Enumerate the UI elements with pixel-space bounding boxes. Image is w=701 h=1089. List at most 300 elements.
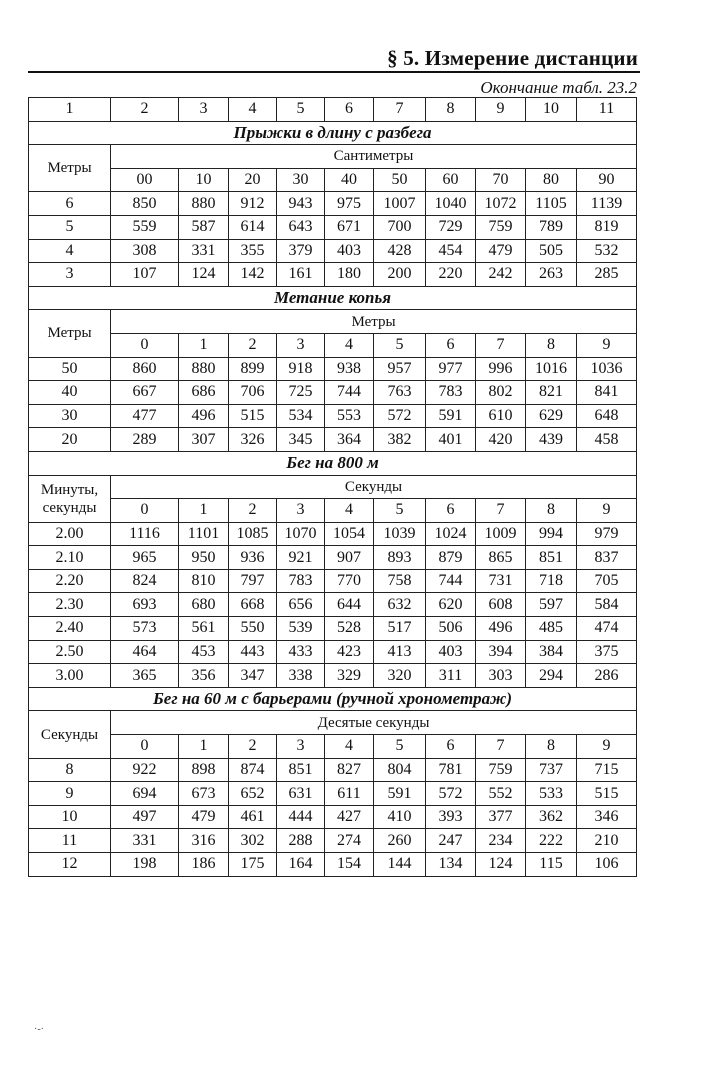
table-cell: 802 xyxy=(476,381,526,405)
table-cell: 439 xyxy=(526,428,577,452)
table-cell: 725 xyxy=(277,381,325,405)
table-cell: 979 xyxy=(577,522,637,546)
table-row xyxy=(29,593,637,617)
column-header: 60 xyxy=(426,168,476,192)
unit-row xyxy=(29,475,637,499)
table-cell: 161 xyxy=(277,263,325,287)
column-header: 40 xyxy=(325,168,374,192)
column-header: 6 xyxy=(426,333,476,357)
table-cell: 302 xyxy=(229,829,277,853)
table-cell: 667 xyxy=(111,381,179,405)
section-title: Прыжки в длину с разбега xyxy=(29,121,637,145)
row-label: 6 xyxy=(29,192,111,216)
table-cell: 329 xyxy=(325,664,374,688)
table-cell: 532 xyxy=(577,239,637,263)
table-cell: 505 xyxy=(526,239,577,263)
row-label: 2.40 xyxy=(29,617,111,641)
table-cell: 561 xyxy=(179,617,229,641)
column-number: 5 xyxy=(277,98,325,122)
table-cell: 420 xyxy=(476,428,526,452)
table-cell: 345 xyxy=(277,428,325,452)
column-number: 7 xyxy=(374,98,426,122)
table-cell: 804 xyxy=(374,758,426,782)
table-cell: 496 xyxy=(476,617,526,641)
table-cell: 744 xyxy=(426,569,476,593)
table-cell: 517 xyxy=(374,617,426,641)
table-row xyxy=(29,640,637,664)
table-cell: 1009 xyxy=(476,522,526,546)
table-cell: 715 xyxy=(577,758,637,782)
table-cell: 922 xyxy=(111,758,179,782)
column-header: 2 xyxy=(229,735,277,759)
table-cell: 260 xyxy=(374,829,426,853)
column-header: 0 xyxy=(111,499,179,523)
table-cell: 534 xyxy=(277,404,325,428)
column-header: 0 xyxy=(111,735,179,759)
row-label: 30 xyxy=(29,404,111,428)
column-header: 0 xyxy=(111,333,179,357)
section-title: Метание копья xyxy=(29,286,637,310)
table-cell: 770 xyxy=(325,569,374,593)
table-cell: 379 xyxy=(277,239,325,263)
table-cell: 912 xyxy=(229,192,277,216)
table-cell: 918 xyxy=(277,357,325,381)
table-cell: 611 xyxy=(325,782,374,806)
table-cell: 996 xyxy=(476,357,526,381)
row-label: 2.30 xyxy=(29,593,111,617)
column-header: 8 xyxy=(526,735,577,759)
table-cell: 1016 xyxy=(526,357,577,381)
row-label-header: Метры xyxy=(29,310,111,357)
column-header: 5 xyxy=(374,333,426,357)
section-title-row xyxy=(29,451,637,475)
table-cell: 759 xyxy=(476,758,526,782)
table-cell: 331 xyxy=(111,829,179,853)
table-cell: 528 xyxy=(325,617,374,641)
table-cell: 1085 xyxy=(229,522,277,546)
table-row xyxy=(29,546,637,570)
table-cell: 874 xyxy=(229,758,277,782)
column-header: 1 xyxy=(179,735,229,759)
table-cell: 175 xyxy=(229,853,277,877)
table-cell: 234 xyxy=(476,829,526,853)
column-header: 20 xyxy=(229,168,277,192)
table-cell: 144 xyxy=(374,853,426,877)
column-number: 3 xyxy=(179,98,229,122)
row-label: 10 xyxy=(29,805,111,829)
table-row xyxy=(29,805,637,829)
unit-label: Секунды xyxy=(111,475,637,499)
table-row xyxy=(29,239,637,263)
table-cell: 346 xyxy=(577,805,637,829)
table-cell: 553 xyxy=(325,404,374,428)
table-cell: 737 xyxy=(526,758,577,782)
column-number: 9 xyxy=(476,98,526,122)
table-row xyxy=(29,782,637,806)
column-number: 11 xyxy=(577,98,637,122)
table-cell: 860 xyxy=(111,357,179,381)
column-header: 80 xyxy=(526,168,577,192)
table-cell: 1070 xyxy=(277,522,325,546)
table-cell: 316 xyxy=(179,829,229,853)
column-header: 50 xyxy=(374,168,426,192)
column-number-row xyxy=(29,98,637,122)
table-cell: 308 xyxy=(111,239,179,263)
row-label-header: Метры xyxy=(29,145,111,192)
table-cell: 644 xyxy=(325,593,374,617)
table-cell: 631 xyxy=(277,782,325,806)
table-cell: 652 xyxy=(229,782,277,806)
table-cell: 965 xyxy=(111,546,179,570)
column-header: 1 xyxy=(179,499,229,523)
table-row xyxy=(29,829,637,853)
table-cell: 198 xyxy=(111,853,179,877)
unit-row xyxy=(29,711,637,735)
row-label: 3 xyxy=(29,263,111,287)
table-cell: 851 xyxy=(277,758,325,782)
table-cell: 957 xyxy=(374,357,426,381)
table-cell: 433 xyxy=(277,640,325,664)
table-cell: 705 xyxy=(577,569,637,593)
table-cell: 515 xyxy=(577,782,637,806)
table-cell: 880 xyxy=(179,192,229,216)
table-cell: 668 xyxy=(229,593,277,617)
row-label: 12 xyxy=(29,853,111,877)
table-row xyxy=(29,404,637,428)
table-cell: 355 xyxy=(229,239,277,263)
column-header-row xyxy=(29,735,637,759)
table-cell: 673 xyxy=(179,782,229,806)
section-title-row xyxy=(29,121,637,145)
section-title-row xyxy=(29,286,637,310)
table-cell: 286 xyxy=(577,664,637,688)
row-label: 50 xyxy=(29,357,111,381)
table-cell: 686 xyxy=(179,381,229,405)
column-number: 6 xyxy=(325,98,374,122)
column-header: 8 xyxy=(526,333,577,357)
table-cell: 718 xyxy=(526,569,577,593)
column-header: 9 xyxy=(577,499,637,523)
column-header: 30 xyxy=(277,168,325,192)
table-cell: 423 xyxy=(325,640,374,664)
table-cell: 474 xyxy=(577,617,637,641)
table-cell: 443 xyxy=(229,640,277,664)
table-cell: 591 xyxy=(374,782,426,806)
column-header: 6 xyxy=(426,735,476,759)
column-number: 8 xyxy=(426,98,476,122)
table-cell: 401 xyxy=(426,428,476,452)
table-cell: 587 xyxy=(179,215,229,239)
table-cell: 729 xyxy=(426,215,476,239)
table-cell: 485 xyxy=(526,617,577,641)
table-cell: 186 xyxy=(179,853,229,877)
row-label-header: Секунды xyxy=(29,711,111,758)
table-row xyxy=(29,215,637,239)
table-cell: 1105 xyxy=(526,192,577,216)
table-cell: 763 xyxy=(374,381,426,405)
column-header: 7 xyxy=(476,499,526,523)
table-cell: 320 xyxy=(374,664,426,688)
section-title: Бег на 60 м с барьерами (ручной хронометраж) xyxy=(29,687,637,711)
scoring-table xyxy=(28,97,637,877)
running-header xyxy=(28,44,640,72)
table-cell: 1139 xyxy=(577,192,637,216)
table-cell: 731 xyxy=(476,569,526,593)
table-row xyxy=(29,853,637,877)
row-label: 2.00 xyxy=(29,522,111,546)
table-cell: 819 xyxy=(577,215,637,239)
table-cell: 648 xyxy=(577,404,637,428)
table-cell: 362 xyxy=(526,805,577,829)
table-cell: 597 xyxy=(526,593,577,617)
table-cell: 706 xyxy=(229,381,277,405)
table-cell: 384 xyxy=(526,640,577,664)
column-header-row xyxy=(29,168,637,192)
table-row xyxy=(29,522,637,546)
table-cell: 242 xyxy=(476,263,526,287)
table-cell: 364 xyxy=(325,428,374,452)
column-header: 00 xyxy=(111,168,179,192)
table-cell: 671 xyxy=(325,215,374,239)
table-cell: 880 xyxy=(179,357,229,381)
column-header: 1 xyxy=(179,333,229,357)
running-title: § 5. Измерение дистанции xyxy=(387,46,638,70)
table-row xyxy=(29,758,637,782)
table-cell: 977 xyxy=(426,357,476,381)
table-cell: 898 xyxy=(179,758,229,782)
table-cell: 797 xyxy=(229,569,277,593)
table-cell: 591 xyxy=(426,404,476,428)
table-cell: 632 xyxy=(374,593,426,617)
table-row xyxy=(29,381,637,405)
table-row xyxy=(29,428,637,452)
table-cell: 274 xyxy=(325,829,374,853)
table-cell: 744 xyxy=(325,381,374,405)
table-cell: 428 xyxy=(374,239,426,263)
table-cell: 533 xyxy=(526,782,577,806)
table-cell: 584 xyxy=(577,593,637,617)
column-header: 4 xyxy=(325,735,374,759)
header-rule xyxy=(28,71,640,73)
column-header: 3 xyxy=(277,735,325,759)
column-header: 3 xyxy=(277,499,325,523)
table-cell: 479 xyxy=(476,239,526,263)
table-cell: 620 xyxy=(426,593,476,617)
table-cell: 410 xyxy=(374,805,426,829)
table-cell: 124 xyxy=(476,853,526,877)
table-cell: 781 xyxy=(426,758,476,782)
table-cell: 893 xyxy=(374,546,426,570)
row-label: 4 xyxy=(29,239,111,263)
table-cell: 247 xyxy=(426,829,476,853)
table-cell: 572 xyxy=(426,782,476,806)
table-cell: 1036 xyxy=(577,357,637,381)
row-label: 2.20 xyxy=(29,569,111,593)
column-header: 6 xyxy=(426,499,476,523)
column-number: 10 xyxy=(526,98,577,122)
column-header: 3 xyxy=(277,333,325,357)
table-cell: 365 xyxy=(111,664,179,688)
table-cell: 879 xyxy=(426,546,476,570)
table-cell: 1054 xyxy=(325,522,374,546)
table-cell: 1039 xyxy=(374,522,426,546)
table-cell: 515 xyxy=(229,404,277,428)
column-header: 9 xyxy=(577,735,637,759)
table-cell: 837 xyxy=(577,546,637,570)
column-header: 90 xyxy=(577,168,637,192)
corner-mark: ·-· xyxy=(34,1024,44,1035)
column-header: 9 xyxy=(577,333,637,357)
column-header: 7 xyxy=(476,735,526,759)
table-row xyxy=(29,664,637,688)
table-cell: 1024 xyxy=(426,522,476,546)
table-cell: 821 xyxy=(526,381,577,405)
unit-label: Метры xyxy=(111,310,637,334)
table-cell: 656 xyxy=(277,593,325,617)
table-cell: 403 xyxy=(426,640,476,664)
table-cell: 608 xyxy=(476,593,526,617)
table-cell: 975 xyxy=(325,192,374,216)
table-cell: 200 xyxy=(374,263,426,287)
row-label: 8 xyxy=(29,758,111,782)
table-row xyxy=(29,192,637,216)
table-cell: 865 xyxy=(476,546,526,570)
table-cell: 263 xyxy=(526,263,577,287)
table-cell: 700 xyxy=(374,215,426,239)
table-cell: 464 xyxy=(111,640,179,664)
table-cell: 783 xyxy=(426,381,476,405)
table-cell: 107 xyxy=(111,263,179,287)
table-cell: 496 xyxy=(179,404,229,428)
table-cell: 693 xyxy=(111,593,179,617)
table-cell: 539 xyxy=(277,617,325,641)
table-cell: 497 xyxy=(111,805,179,829)
table-cell: 850 xyxy=(111,192,179,216)
table-cell: 289 xyxy=(111,428,179,452)
table-cell: 375 xyxy=(577,640,637,664)
unit-row xyxy=(29,145,637,169)
table-cell: 303 xyxy=(476,664,526,688)
column-header: 4 xyxy=(325,333,374,357)
table-cell: 142 xyxy=(229,263,277,287)
table-cell: 643 xyxy=(277,215,325,239)
table-cell: 629 xyxy=(526,404,577,428)
table-cell: 552 xyxy=(476,782,526,806)
table-cell: 789 xyxy=(526,215,577,239)
table-cell: 124 xyxy=(179,263,229,287)
row-label: 5 xyxy=(29,215,111,239)
table-row xyxy=(29,263,637,287)
column-header-row xyxy=(29,333,637,357)
row-label-header: Минуты, секунды xyxy=(29,475,111,522)
table-cell: 610 xyxy=(476,404,526,428)
table-cell: 907 xyxy=(325,546,374,570)
table-cell: 572 xyxy=(374,404,426,428)
table-cell: 783 xyxy=(277,569,325,593)
table-cell: 294 xyxy=(526,664,577,688)
table-row xyxy=(29,617,637,641)
table-cell: 331 xyxy=(179,239,229,263)
row-label: 40 xyxy=(29,381,111,405)
table-cell: 1007 xyxy=(374,192,426,216)
table-cell: 222 xyxy=(526,829,577,853)
table-cell: 938 xyxy=(325,357,374,381)
table-cell: 921 xyxy=(277,546,325,570)
table-cell: 559 xyxy=(111,215,179,239)
table-cell: 454 xyxy=(426,239,476,263)
table-cell: 758 xyxy=(374,569,426,593)
table-cell: 841 xyxy=(577,381,637,405)
table-cell: 106 xyxy=(577,853,637,877)
table-cell: 338 xyxy=(277,664,325,688)
table-cell: 680 xyxy=(179,593,229,617)
table-cell: 694 xyxy=(111,782,179,806)
table-cell: 550 xyxy=(229,617,277,641)
unit-label: Десятые секунды xyxy=(111,711,637,735)
section-title: Бег на 800 м xyxy=(29,451,637,475)
column-number: 1 xyxy=(29,98,111,122)
table-cell: 413 xyxy=(374,640,426,664)
table-cell: 288 xyxy=(277,829,325,853)
table-cell: 377 xyxy=(476,805,526,829)
table-cell: 827 xyxy=(325,758,374,782)
table-cell: 1072 xyxy=(476,192,526,216)
row-label: 2.50 xyxy=(29,640,111,664)
column-header: 10 xyxy=(179,168,229,192)
column-header: 70 xyxy=(476,168,526,192)
table-cell: 307 xyxy=(179,428,229,452)
table-cell: 444 xyxy=(277,805,325,829)
row-label: 11 xyxy=(29,829,111,853)
row-label: 3.00 xyxy=(29,664,111,688)
table-cell: 759 xyxy=(476,215,526,239)
column-header: 8 xyxy=(526,499,577,523)
table-cell: 220 xyxy=(426,263,476,287)
table-caption: Окончание табл. 23.2 xyxy=(480,78,637,97)
table-cell: 311 xyxy=(426,664,476,688)
table-cell: 115 xyxy=(526,853,577,877)
column-header: 7 xyxy=(476,333,526,357)
table-row xyxy=(29,569,637,593)
table-cell: 453 xyxy=(179,640,229,664)
table-cell: 347 xyxy=(229,664,277,688)
column-header: 5 xyxy=(374,735,426,759)
table-cell: 180 xyxy=(325,263,374,287)
table-cell: 936 xyxy=(229,546,277,570)
table-cell: 134 xyxy=(426,853,476,877)
section-title-row xyxy=(29,687,637,711)
table-cell: 285 xyxy=(577,263,637,287)
table-cell: 154 xyxy=(325,853,374,877)
table-cell: 356 xyxy=(179,664,229,688)
column-header: 2 xyxy=(229,499,277,523)
unit-label: Сантиметры xyxy=(111,145,637,169)
column-header-row xyxy=(29,499,637,523)
table-cell: 506 xyxy=(426,617,476,641)
table-cell: 1101 xyxy=(179,522,229,546)
column-number: 2 xyxy=(111,98,179,122)
table-cell: 851 xyxy=(526,546,577,570)
table-cell: 994 xyxy=(526,522,577,546)
row-label: 2.10 xyxy=(29,546,111,570)
row-label: 20 xyxy=(29,428,111,452)
table-cell: 824 xyxy=(111,569,179,593)
table-cell: 210 xyxy=(577,829,637,853)
table-row xyxy=(29,357,637,381)
table-cell: 164 xyxy=(277,853,325,877)
table-cell: 943 xyxy=(277,192,325,216)
column-number: 4 xyxy=(229,98,277,122)
